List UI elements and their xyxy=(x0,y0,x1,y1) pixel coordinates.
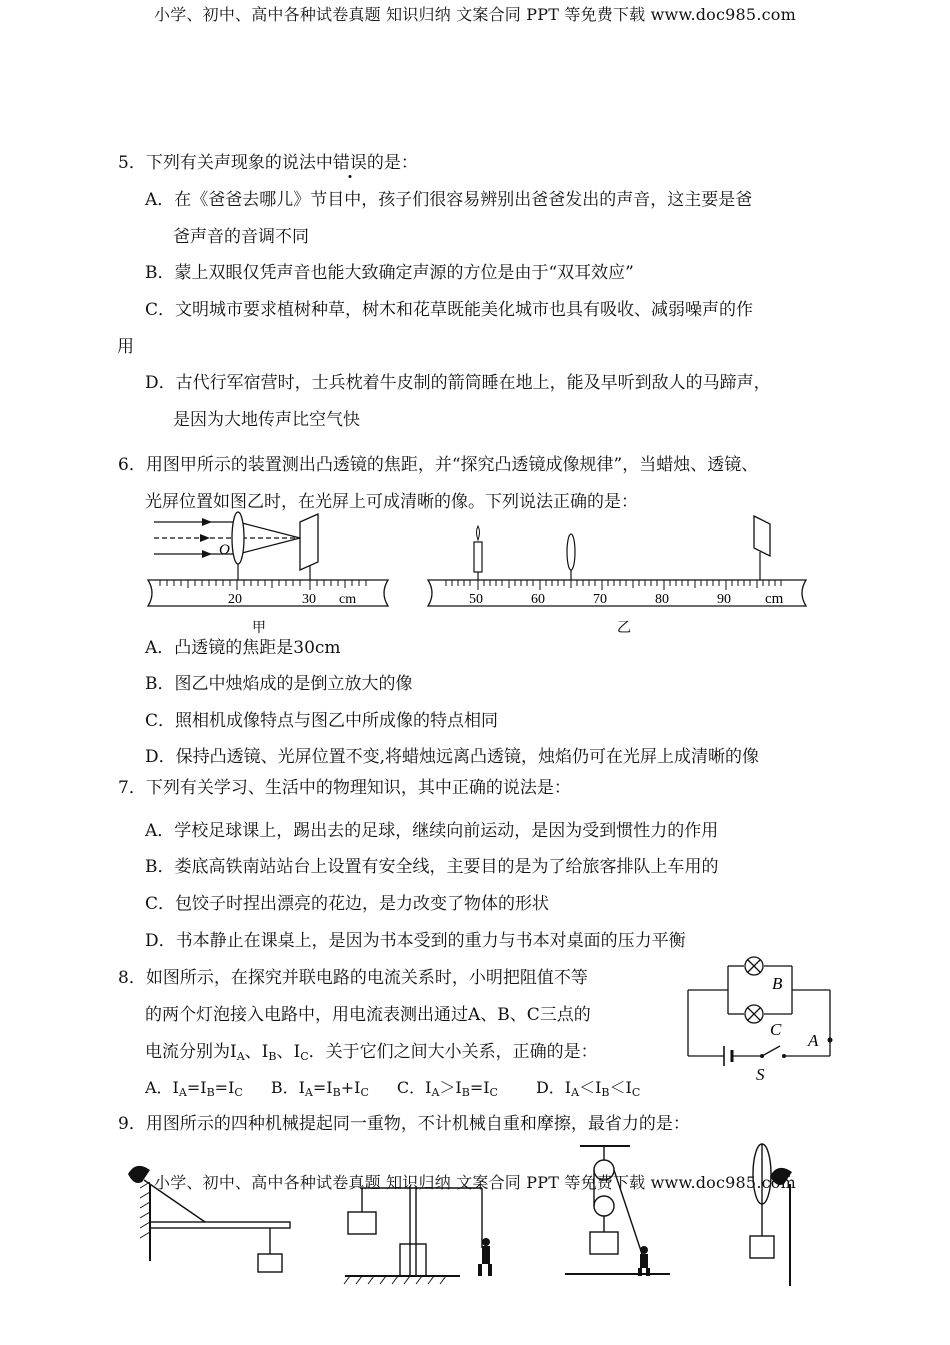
q8-option-d: D．$I_A<I_B<I_C$ xyxy=(535,1078,641,1099)
q5-stem: 5．下列有关声现象的说法中错误的是： xyxy=(118,153,418,173)
label-s: S xyxy=(756,1065,765,1084)
ruler-tick-70: 70 xyxy=(593,592,607,607)
q8-stem-2: 的两个灯泡接入电路中，用电流表测出通过A、B、C三点的 xyxy=(145,1005,591,1025)
q8-option-b: B．$I_A=I_B+I_C$ xyxy=(270,1078,369,1099)
four-machines-figure xyxy=(110,1136,830,1288)
ruler-tick-50: 50 xyxy=(469,592,483,607)
ruler-tick-80: 80 xyxy=(655,592,669,607)
q5-option-c: C．文明城市要求植树种草，树木和花草既能美化城市也具有吸收、减弱噪声的作 xyxy=(145,300,754,320)
q7-option-b: B．娄底高铁南站站台上设置有安全线，主要目的是为了给旅客排队上车用的 xyxy=(145,857,719,877)
q8-stem-3: 电流分别为$I_A$、$I_B$、$I_C$．关于它们之间大小关系，正确的是： xyxy=(145,1042,598,1063)
ruler-tick-20: 20 xyxy=(228,592,242,607)
q9-stem: 9．用图所示的四种机械提起同一重物，不计机械自重和摩擦，最省力的是： xyxy=(118,1114,690,1134)
ruler-tick-30: 30 xyxy=(302,592,316,607)
q6-option-c: C．照相机成像特点与图乙中所成像的特点相同 xyxy=(145,711,499,731)
q7-stem: 7．下列有关学习、生活中的物理知识，其中正确的说法是： xyxy=(118,778,571,798)
q5-option-d: D．古代行军宿营时，士兵枕着牛皮制的箭筒睡在地上，能及早听到敌人的马蹄声， xyxy=(145,373,771,393)
q6-stem-2: 光屏位置如图乙时，在光屏上可成清晰的像。下列说法正确的是： xyxy=(145,492,638,512)
q8-options xyxy=(145,1077,640,1104)
figure-caption-jia: 甲 xyxy=(252,621,266,636)
label-a: A xyxy=(808,1031,819,1050)
q7-option-c: C．包饺子时捏出漂亮的花边，是力改变了物体的形状 xyxy=(145,894,550,914)
figure-caption-yi: 乙 xyxy=(617,621,631,636)
figure-yi-imaging xyxy=(420,508,815,640)
label-c: C xyxy=(770,1020,782,1039)
q7-option-d: D．书本静止在课桌上，是因为书本受到的重力与书本对桌面的压力平衡 xyxy=(145,931,686,951)
label-b: B xyxy=(772,974,783,993)
page-header-banner: 小学、初中、高中各种试卷真题 知识归纳 文案合同 PPT 等免费下载 www.doc985.com xyxy=(154,5,796,24)
q6-option-a: A．凸透镜的焦距是30cm xyxy=(145,638,341,658)
q6-option-d: D．保持凸透镜、光屏位置不变,将蜡烛远离凸透镜，烛焰仍可在光屏上成清晰的像 xyxy=(145,747,760,767)
figure-jia-focal-length xyxy=(140,508,400,640)
q8-stem-1: 8．如图所示，在探究并联电路的电流关系时，小明把阻值不等 xyxy=(118,968,588,988)
page-footer-banner: 小学、初中、高中各种试卷真题 知识归纳 文案合同 PPT 等免费下载 www.doc985.com xyxy=(154,1173,796,1192)
emphasis-dots: 错误 xyxy=(332,153,367,173)
q7-option-a: A．学校足球课上，踢出去的足球，继续向前运动，是因为受到惯性力的作用 xyxy=(145,821,719,841)
parallel-circuit-diagram xyxy=(680,952,845,1087)
q6-stem-1: 6．用图甲所示的装置测出凸透镜的焦距，并“探究凸透镜成像规律”，当蜡烛、透镜、 xyxy=(118,455,759,475)
ruler-unit-cm: cm xyxy=(339,592,357,607)
q8-option-c: C．$I_A>I_B=I_C$ xyxy=(396,1078,498,1099)
q5-option-b: B．蒙上双眼仅凭声音也能大致确定声源的方位是由于“双耳效应” xyxy=(145,263,634,283)
focus-point-label: O xyxy=(219,542,230,558)
ruler-tick-60: 60 xyxy=(531,592,545,607)
q6-option-b: B．图乙中烛焰成的是倒立放大的像 xyxy=(145,674,413,694)
q5-option-d-cont: 是因为大地传声比空气快 xyxy=(173,410,360,430)
ruler-tick-90: 90 xyxy=(717,592,731,607)
q5-option-c-cont: 用 xyxy=(117,337,134,357)
q5-option-a: A．在《爸爸去哪儿》节目中，孩子们很容易辨别出爸爸发出的声音，这主要是爸 xyxy=(145,190,753,210)
q8-option-a: A．$I_A=I_B=I_C$ xyxy=(145,1078,243,1099)
ruler-unit-cm: cm xyxy=(765,591,784,607)
q5-option-a-cont: 爸声音的音调不同 xyxy=(173,227,309,247)
